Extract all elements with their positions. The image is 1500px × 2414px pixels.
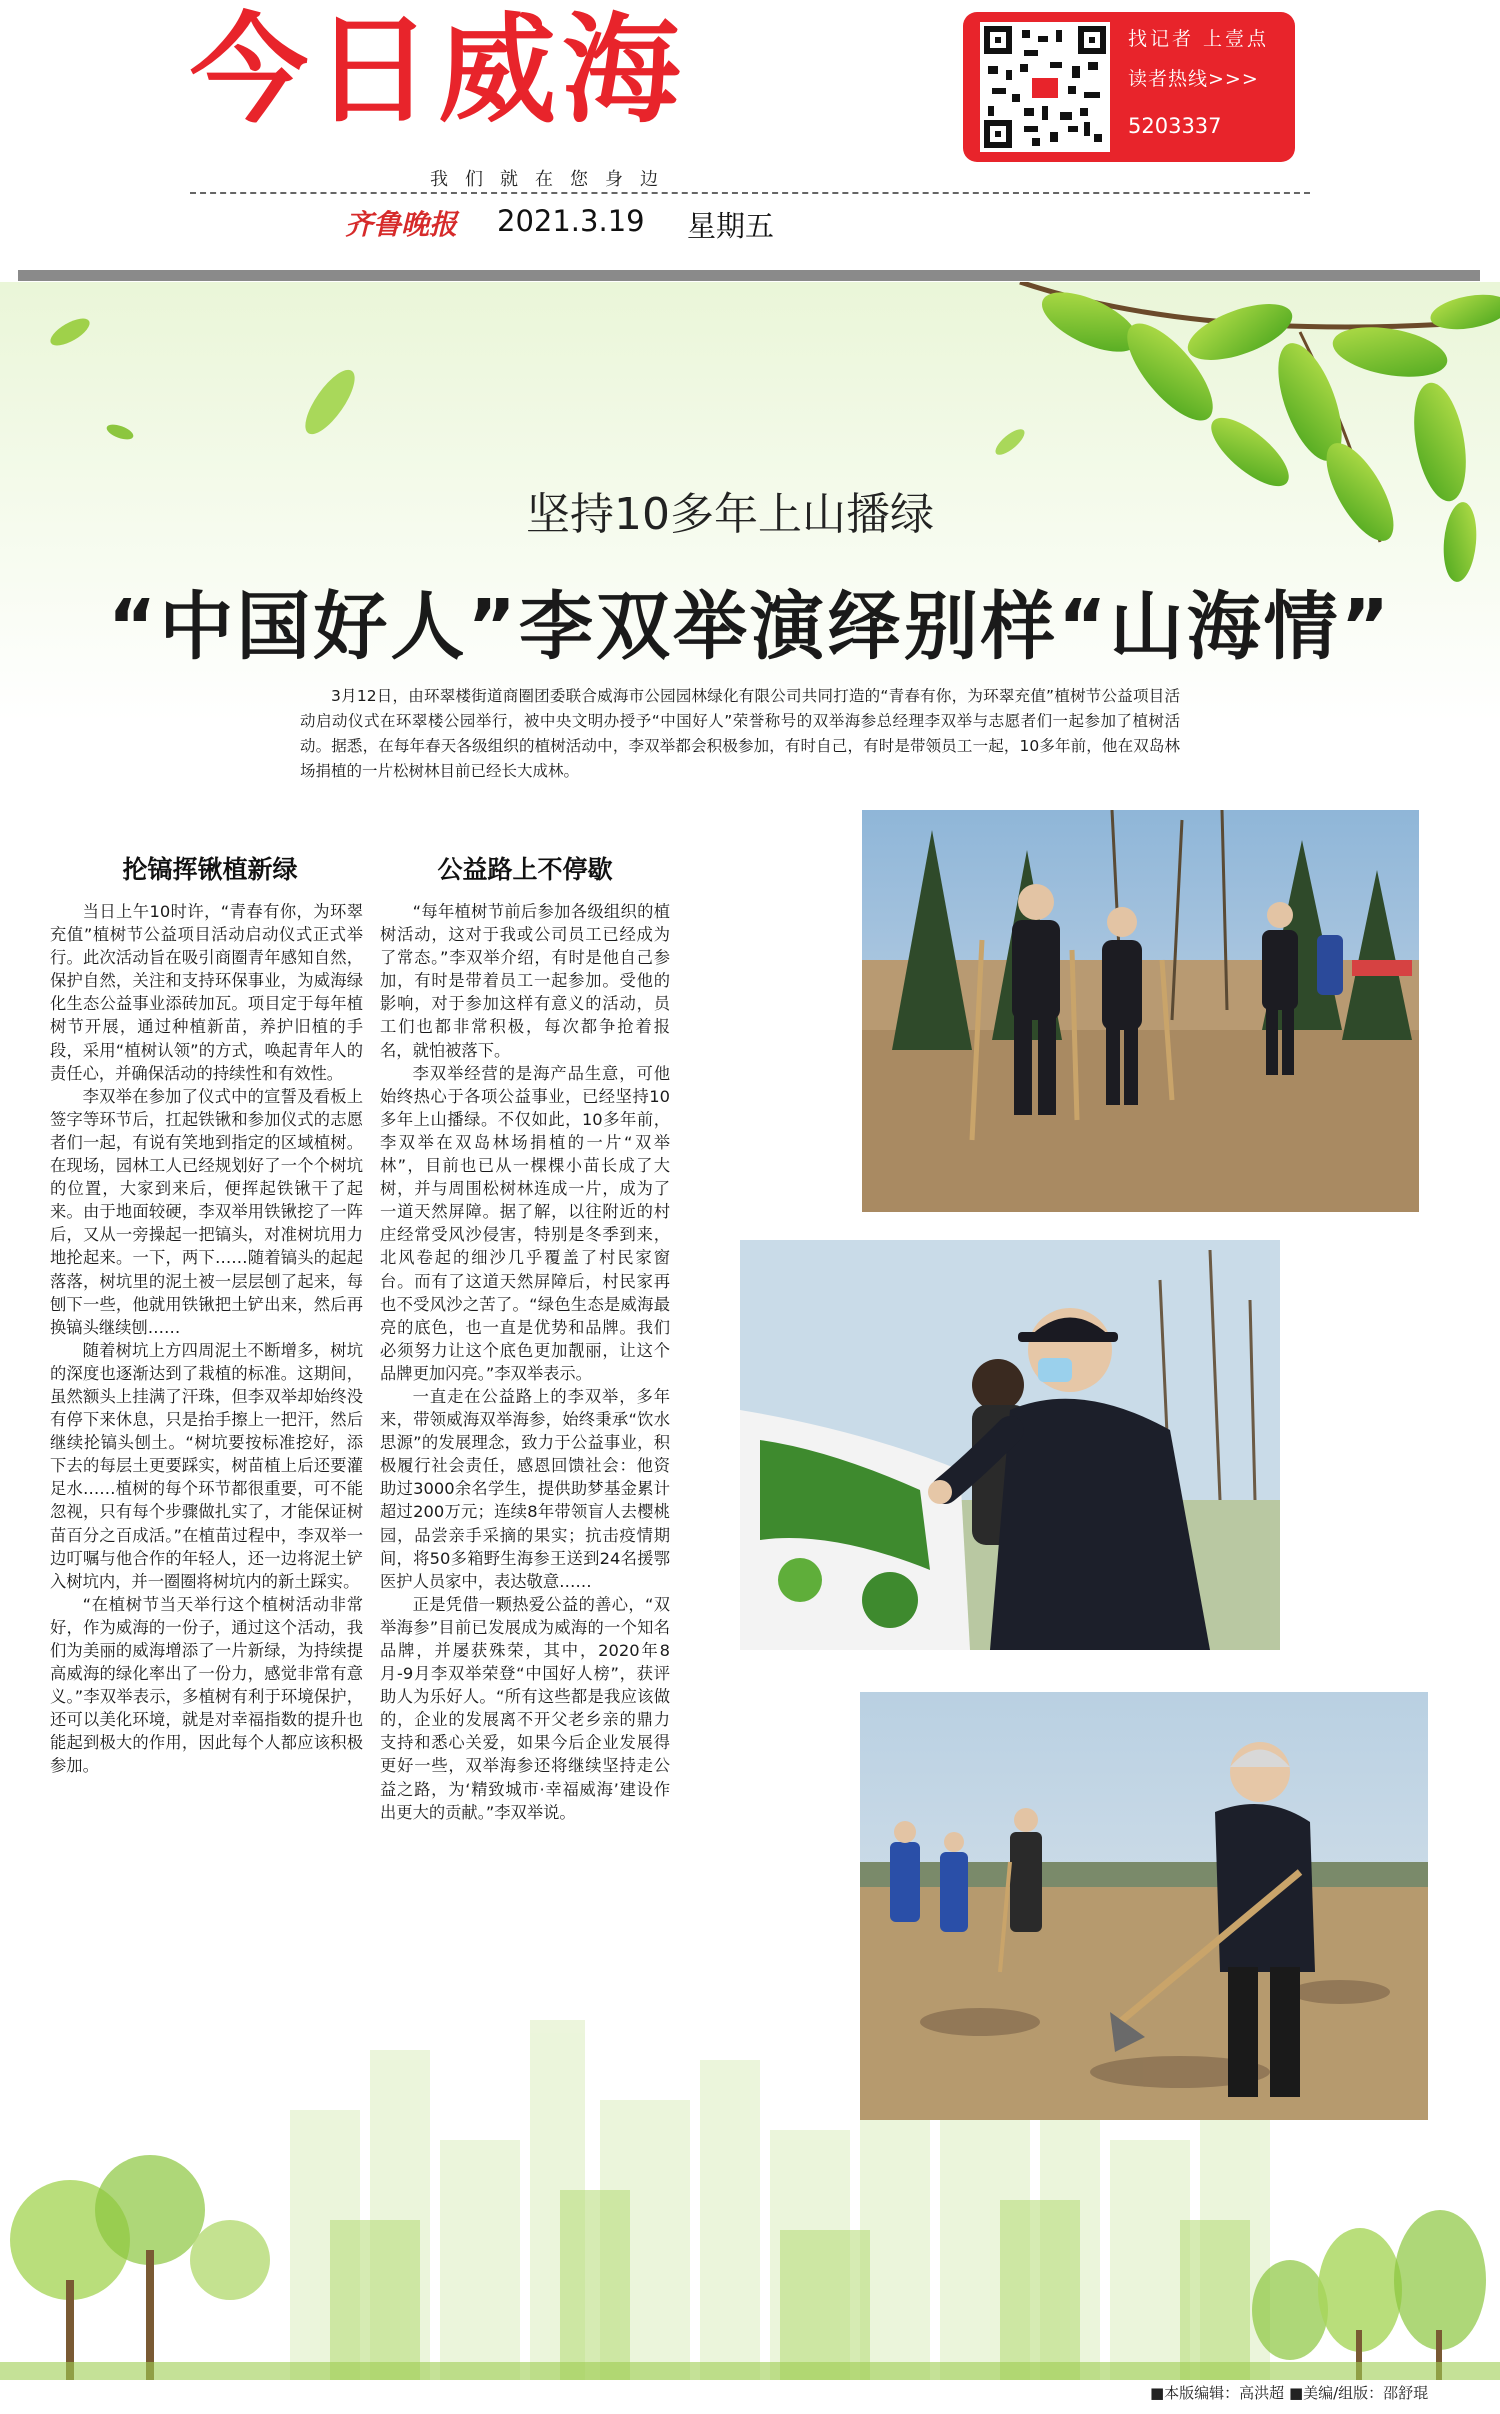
qr-code-icon xyxy=(980,22,1110,152)
photo-digging-shovel xyxy=(860,1692,1428,2120)
paragraph: 正是凭借一颗热爱公益的善心，“双举海参”目前已发展成为威海的一个知名品牌，并屡获殊荣，其中，2020年8月-9月李双举荣登“中国好人榜”，获评助人为乐好人。“所有这些都是我应该做的，企业的发展离不开父老乡亲的鼎力支持和悉心关爱，如果今后企业发展得更好一些，双举海参还将继续坚持走公益之路，为‘精致城市·幸福威海’建设作出更大的贡献。”李双举说。 xyxy=(380,1594,670,1822)
hotline-tagline: 找记者 上壹点 xyxy=(1128,28,1270,50)
paragraph: 随着树坑上方四周泥土不断增多，树坑的深度也逐渐达到了栽植的标准。这期间，虽然额头上挂满了汗珠，但李双举却始终没有停下来休息，只是抬手擦上一把汗，然后继续抡镐头刨土。“树坑要按标准挖好，添下去的每层土更要踩实，树苗植上后还要灌足水……植树的每个环节都很重要，可不能忽视，只有每个步骤做扎实了，才能保证树苗百分之百成活。”在植苗过程中，李双举一边叮嘱与他合作的年轻人，还一边将泥土铲入树坑内，并一圈圈将树坑内的新土踩实。 xyxy=(50,1340,363,1591)
masthead-slogan: 我们就在您身边 xyxy=(430,169,675,190)
article-lead: 3月12日，由环翠楼街道商圈团委联合威海市公园园林绿化有限公司共同打造的“青春有你，为环翠充值”植树节公益项目活动启动仪式在环翠楼公园举行，被中央文明办授予“中国好人”荣誉称号的双举海参总经理李双举与志愿者们一起参加了植树活动。据悉，在每年春天各级组织的植树活动中，李双举都会积极参加，有时自己，有时是带领员工一起，10多年前，他在双岛林场捐植的一片松树林目前已经长大成林。 xyxy=(300,687,1180,780)
page-credits: ■本版编辑：高洪超 ■美编/组版：邵舒琨 xyxy=(1150,2384,1429,2402)
section-heading-charity: 公益路上不停歇 xyxy=(437,855,613,884)
photo-tree-planting-group xyxy=(862,810,1419,1212)
paragraph: 李双举经营的是海产品生意，可他始终热心于各项公益事业，已经坚持10多年上山播绿。不仅如此，10多年前，李双举在双岛林场捐植的一片“双举林”，目前也已从一棵棵小苗长成了大树，并与周围松树林连成一片，成为了一道天然屏障。据了解，以往附近的村庄经常受风沙侵害，特别是冬季到来，北风卷起的细沙几乎覆盖了村民家窗台。而有了这道天然屏障后，村民家再也不受风沙之苦了。“绿色生态是威海最亮的底色，也一直是优势和品牌。我们必须努力让这个底色更加靓丽，让这个品牌更加闪亮。”李双举表示。 xyxy=(380,1063,670,1383)
article-subheadline: 坚持10多年上山播绿 xyxy=(526,489,934,540)
article-column-1 xyxy=(50,900,363,1778)
hotline-number: 5203337 xyxy=(1128,114,1222,138)
paragraph: “每年植树节前后参加各级组织的植树活动，这对于我或公司员工已经成为了常态。”李双举介绍，有时是他自己参加，有时是带着员工一起参加。受他的影响，对于参加这样有意义的活动，员工们也都非常积极，每次都争抢着报名，就怕被落下。 xyxy=(380,902,670,1060)
article-column-2 xyxy=(380,900,670,1824)
paragraph: 一直走在公益路上的李双举，多年来，带领威海双举海参，始终秉承“饮水思源”的发展理念，致力于公益事业，积极履行社会责任，感恩回馈社会：他资助过3000余名学生，提供助梦基金累计超过200万元；连续8年带领盲人去樱桃园，品尝亲手采摘的果实；抗击疫情期间，将50多箱野生海参王送到24名援鄂医护人员家中，表达敬意…… xyxy=(380,1386,670,1591)
masthead-divider xyxy=(190,192,1310,194)
article-headline: “中国好人”李双举演绎别样“山海情” xyxy=(107,584,1393,670)
paper-logo: 齐鲁晚报 xyxy=(345,208,458,241)
paragraph: “在植树节当天举行这个植树活动非常好，作为威海的一份子，通过这个活动，我们为美丽的威海增添了一片新绿，为持续提高威海的绿化率出了一份力，感觉非常有意义。”李双举表示，多植树有利于环境保护，还可以美化环境，就是对幸福指数的提升也能起到极大的作用，因此每个人都应该积极参加。 xyxy=(50,1594,363,1776)
paragraph: 当日上午10时许，“青春有你，为环翠充值”植树节公益项目活动启动仪式正式举行。此次活动旨在吸引商圈青年感知自然，保护自然，关注和支持环保事业，为威海绿化生态公益事业添砖加瓦。项目定于每年植树节开展，通过种植新苗，养护旧植的手段，采用“植树认领”的方式，唤起青年人的责任心，并确保活动的持续性和有效性。 xyxy=(50,902,363,1083)
masthead-rule xyxy=(18,270,1480,281)
section-heading-planting: 抡镐挥锹植新绿 xyxy=(122,855,298,884)
hotline-label: 读者热线>>> xyxy=(1128,68,1259,90)
masthead-title: 今日威海 xyxy=(190,1,687,139)
issue-date: 2021.3.19 xyxy=(497,204,645,238)
issue-weekday: 星期五 xyxy=(687,209,775,243)
photo-signing-board xyxy=(740,1240,1280,1650)
paragraph: 李双举在参加了仪式中的宣誓及看板上签字等环节后，扛起铁锹和参加仪式的志愿者们一起，有说有笑地到指定的区域植树。在现场，园林工人已经规划好了一个个树坑的位置，大家到来后，便挥起铁锹干了起来。由于地面较硬，李双举用铁锹挖了一阵后，又从一旁操起一把镐头，对准树坑用力地抡起来。一下，两下……随着镐头的起起落落，树坑里的泥土被一层层刨了起来，每刨下一些，他就用铁锹把土铲出来，然后再换镐头继续刨…… xyxy=(50,1086,363,1337)
